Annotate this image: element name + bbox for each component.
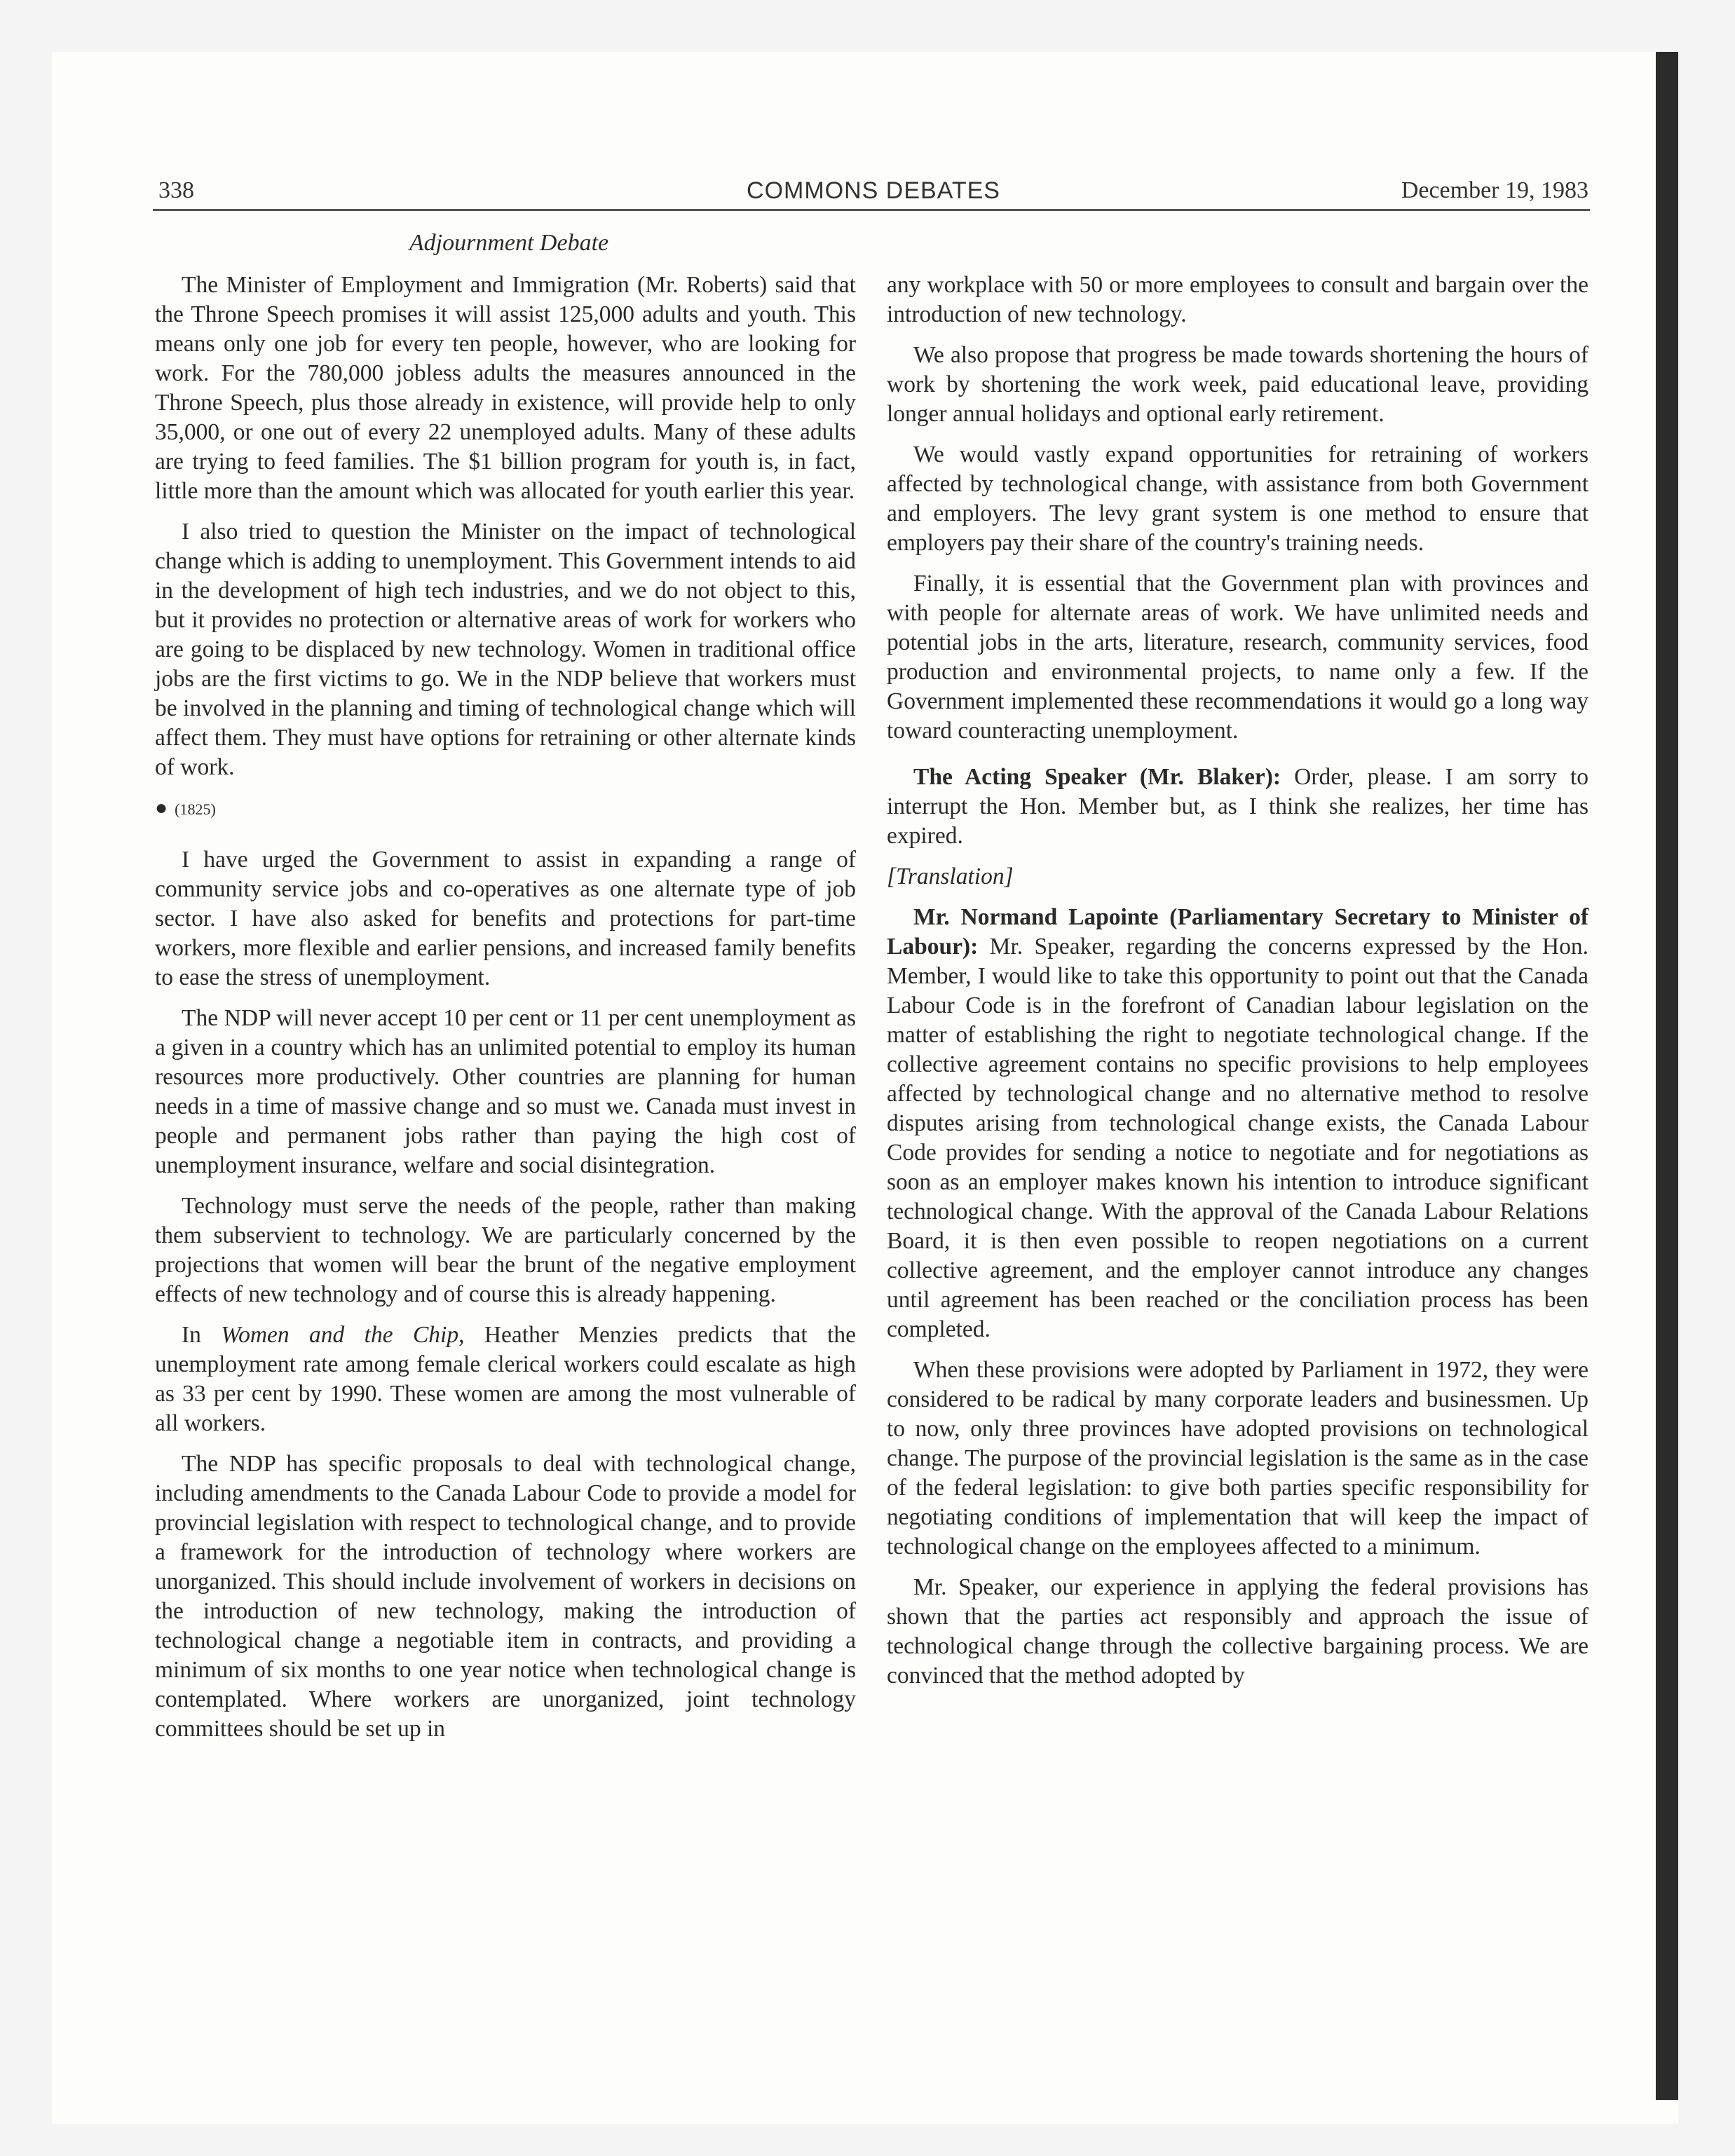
bullet-icon: ● [155,796,168,819]
speaker-name: Mr. Normand Lapointe (Parliamentary Secretary to Minister of Labour): [887,904,1588,960]
paragraph: When these provisions were adopted by Parliament in 1972, they were considered to be radical by many corporate leaders and businessmen. Up to now, only three provinces have adopted provisions on technological change. The purpose of the provincial legislation is the same as in the case of the federal legislation: to give both parties specific responsibility for negotiating conditions of implementation that will keep the impact of technological change on the employees affected to a minimum. [887,1357,1588,1560]
paragraph [155,1321,856,1438]
time-marker [155,793,856,824]
book-title: Women and the Chip [221,1322,459,1348]
publication-title: COMMONS DEBATES [747,177,1000,204]
translation-tag: [Translation] [887,864,1014,889]
paragraph: The NDP has specific proposals to deal with technological change, including amendments to the Canada Labour Code to provide a model for provincial legislation with respect to technological change, and to provide a framework for the introduction of technology where workers are unorganized. This should include involvement of workers in decisions on the introduction of new technology, making the introduction of technological change a negotiable item in contracts, and providing a minimum of six months to one year notice when technological change is contemplated. Where workers are unorganized, joint technology committees should be set up in [155,1451,856,1742]
section-heading: Adjournment Debate [409,230,609,256]
paragraph: We would vastly expand opportunities for retraining of workers affected by technological change, with assistance from both Government and employers. The levy grant system is one method to ensure that employers pay their share of the country's training needs. [887,442,1588,556]
page-header [158,177,1588,212]
paragraph [887,763,1588,851]
page-number: 338 [158,177,194,203]
paragraph: Mr. Speaker, our experience in applying the federal provisions has shown that the parties act responsibly and approach the issue of technological change through the collective bargaining process. We are convinced that the method adopted by [887,1574,1588,1688]
paragraph: Finally, it is essential that the Government plan with provinces and with people for alternate areas of work. We have unlimited needs and potential jobs in the arts, literature, research, community services, food production and environmental projects, to name only a few. If the Government implemented these recommendations it would go a long way toward counteracting unemployment. [887,571,1588,744]
speech-text: Mr. Speaker, regarding the concerns expressed by the Hon. Member, I would like to take this opportunity to point out that the Canada Labour Code is in the forefront of Canadian labour legislation on the matter of establishing the right to negotiate technological change. If the collective agreement contains no specific provisions to help employees affected by technological change and no alternative method to resolve disputes arising from technological change exists, the Canada Labour Code provides for sending a notice to negotiate and for negotiations as soon as an employer makes known his intention to introduce significant technological change. With the approval of the Canada Labour Relations Board, it is then even possible to reopen negotiations on a current collective agreement, and the employer cannot introduce any changes until agreement has been reached or the conciliation process has been completed. [887,934,1588,1342]
left-column [155,271,856,1755]
header-rule [153,209,1590,211]
right-column [887,271,1588,1702]
paragraph-rest: , Heather Menzies predicts that the unemployment rate among female clerical workers could escalate as high as 33 per cent by 1990. These women are among the most vulnerable of all workers. [155,1322,856,1436]
paragraph [887,903,1588,1344]
paragraph: any workplace with 50 or more employees to consult and bargain over the introduction of new technology. [887,272,1588,327]
paragraph: The Minister of Employment and Immigration (Mr. Roberts) said that the Throne Speech promises it will assist 125,000 adults and youth. This means only one job for every ten people, however, who are looking for work. For the 780,000 jobless adults the measures announced in the Throne Speech, plus those already in existence, will provide help to only 35,000, or one out of every 22 unemployed adults. Many of these adults are trying to feed families. The $1 billion program for youth is, in fact, little more than the amount which was allocated for youth earlier this year. [155,272,856,504]
paragraph: We also propose that progress be made towards shortening the hours of work by shortening the work week, paid educational leave, providing longer annual holidays and optional early retirement. [887,342,1588,427]
paragraph: I also tried to question the Minister on the impact of technological change which is adding to unemployment. This Government intends to aid in the development of high tech industries, and we do not object to this, but it provides no protection or alternative areas of work for workers who are going to be displaced by new technology. Women in traditional office jobs are the first victims to go. We in the NDP believe that workers must be involved in the planning and timing of technological change which will affect them. They must have options for retraining or other alternate kinds of work. [155,519,856,780]
paragraph-lead: In [182,1322,201,1348]
paragraph: Technology must serve the needs of the people, rather than making them subservient to technology. We are particularly concerned by the projections that women will bear the brunt of the negative employment effects of new technology and of course this is already happening. [155,1193,856,1307]
speaker-name: The Acting Speaker (Mr. Blaker): [913,764,1281,790]
publication-date: December 19, 1983 [1401,177,1588,203]
paragraph: I have urged the Government to assist in expanding a range of community service jobs and co-operatives as one alternate type of job sector. I have also asked for benefits and protections for part-time workers, more flexible and earlier pensions, and increased family benefits to ease the stress of unemployment. [155,847,856,990]
scan-edge-shadow [1656,52,1678,2100]
paragraph: The NDP will never accept 10 per cent or 11 per cent unemployment as a given in a country which has an unlimited potential to employ its human resources more productively. Other countries are planning for human needs in a time of massive change and so must we. Canada must invest in people and permanent jobs rather than paying the high cost of unemployment insurance, welfare and social disintegration. [155,1005,856,1178]
speech-text: Order, please. I am sorry to interrupt the Hon. Member but, as I think she realizes, her time has expired. [887,764,1588,849]
time-marker-label: (1825) [175,800,216,818]
